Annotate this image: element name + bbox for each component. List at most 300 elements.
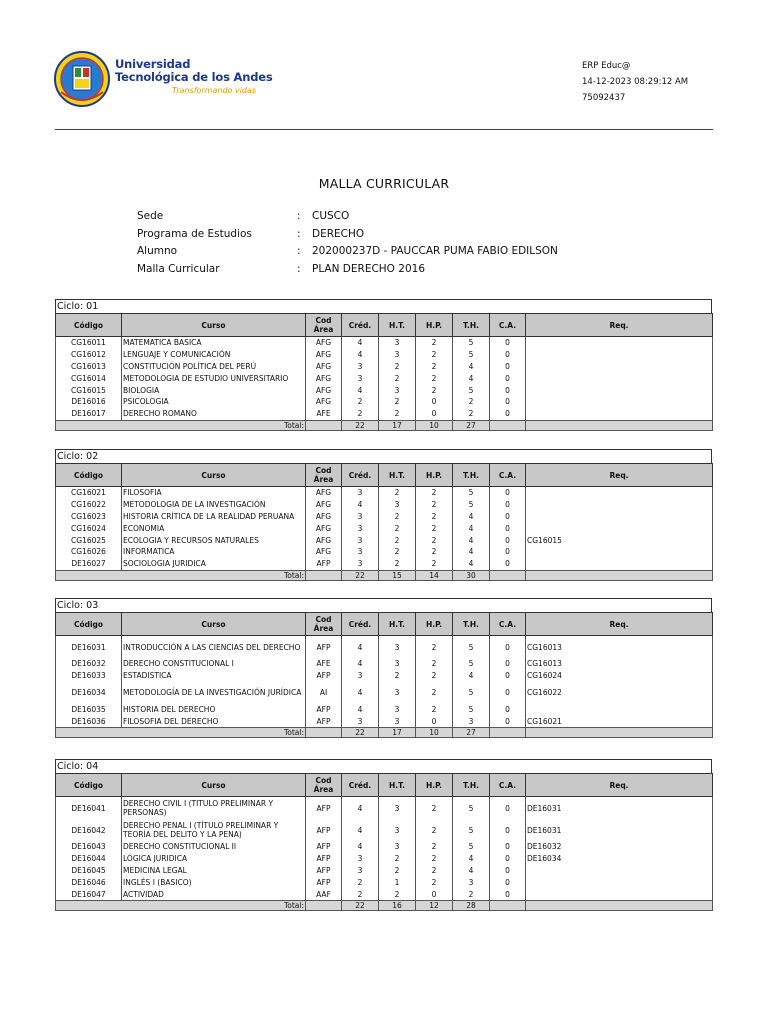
cell-curso: PSICOLOGIA xyxy=(122,396,306,408)
total-ca-blank xyxy=(490,570,526,580)
cell-ca: 0 xyxy=(490,361,526,373)
cell-th: 4 xyxy=(453,558,490,570)
cell-th: 5 xyxy=(453,704,490,716)
cell-th: 5 xyxy=(453,658,490,670)
cell-cred: 4 xyxy=(342,337,379,349)
cell-ca: 0 xyxy=(490,558,526,570)
cell-cred: 4 xyxy=(342,797,379,820)
cell-req: CG16015 xyxy=(526,534,713,546)
info-colon: : xyxy=(297,245,301,258)
total-ht: 16 xyxy=(379,900,416,910)
cell-ca: 0 xyxy=(490,865,526,877)
cell-req xyxy=(526,865,713,877)
cell-curso: ECONOMIA xyxy=(122,522,306,534)
cell-area: AFP xyxy=(306,636,342,659)
course-table xyxy=(55,313,713,431)
column-header-ht: H.T. xyxy=(379,314,416,337)
column-header-cred: Créd. xyxy=(342,464,379,487)
column-header-req: Req. xyxy=(526,613,713,636)
cell-ca: 0 xyxy=(490,876,526,888)
info-label: Malla Curricular xyxy=(137,262,220,275)
cell-hp: 2 xyxy=(416,865,453,877)
cell-ht: 3 xyxy=(379,682,416,704)
table-row xyxy=(56,636,713,659)
cell-ht: 3 xyxy=(379,797,416,820)
cell-ca: 0 xyxy=(490,372,526,384)
cell-hp: 2 xyxy=(416,534,453,546)
cell-area: AI xyxy=(306,682,342,704)
cell-hp: 2 xyxy=(416,853,453,865)
cell-req xyxy=(526,396,713,408)
cell-req xyxy=(526,522,713,534)
cell-req xyxy=(526,704,713,716)
cell-th: 4 xyxy=(453,511,490,523)
cell-curso: LENGUAJE Y COMUNICACIÓN xyxy=(122,349,306,361)
cell-th: 5 xyxy=(453,499,490,511)
cell-curso: DERECHO PENAL I (TÍTULO PRELIMINAR Y TEORÍA DEL DELITO Y LA PENA) xyxy=(122,819,306,841)
cell-req xyxy=(526,349,713,361)
table-row xyxy=(56,349,713,361)
total-cred: 22 xyxy=(342,900,379,910)
table-row xyxy=(56,546,713,558)
total-ht: 17 xyxy=(379,420,416,430)
cell-codigo: DE16042 xyxy=(56,819,122,841)
cell-req xyxy=(526,487,713,499)
cell-codigo: DE16027 xyxy=(56,558,122,570)
cell-th: 2 xyxy=(453,888,490,900)
cell-ht: 2 xyxy=(379,558,416,570)
cell-area: AFG xyxy=(306,511,342,523)
column-header-curso: Curso xyxy=(122,774,306,797)
total-label: Total: xyxy=(56,728,306,738)
cell-ht: 3 xyxy=(379,715,416,727)
cell-curso: SOCIOLOGIA JURIDICA xyxy=(122,558,306,570)
total-row xyxy=(56,728,713,738)
cell-cred: 3 xyxy=(342,853,379,865)
cell-ht: 3 xyxy=(379,658,416,670)
total-ca-blank xyxy=(490,420,526,430)
cell-hp: 2 xyxy=(416,658,453,670)
cell-cred: 4 xyxy=(342,841,379,853)
cell-area: AFG xyxy=(306,372,342,384)
cell-curso: ESTADISTICA xyxy=(122,670,306,682)
cell-ca: 0 xyxy=(490,511,526,523)
cell-req xyxy=(526,337,713,349)
table-row xyxy=(56,558,713,570)
cell-codigo: CG16013 xyxy=(56,361,122,373)
cell-curso: DERECHO CONSTITUCIONAL II xyxy=(122,841,306,853)
cell-codigo: DE16036 xyxy=(56,715,122,727)
cell-area: AFG xyxy=(306,522,342,534)
cell-area: AFP xyxy=(306,819,342,841)
cell-hp: 2 xyxy=(416,337,453,349)
cell-th: 5 xyxy=(453,819,490,841)
cell-ca: 0 xyxy=(490,522,526,534)
info-value: DERECHO xyxy=(312,227,365,240)
table-row xyxy=(56,337,713,349)
table-row xyxy=(56,715,713,727)
column-header-ht: H.T. xyxy=(379,774,416,797)
cell-codigo: CG16022 xyxy=(56,499,122,511)
cell-hp: 2 xyxy=(416,682,453,704)
column-header-hp: H.P. xyxy=(416,774,453,797)
cell-req: DE16032 xyxy=(526,841,713,853)
column-header-codigo: Código xyxy=(56,774,122,797)
cell-hp: 2 xyxy=(416,704,453,716)
cell-ca: 0 xyxy=(490,546,526,558)
cell-th: 4 xyxy=(453,853,490,865)
total-req-blank xyxy=(526,900,713,910)
cell-req xyxy=(526,361,713,373)
cell-hp: 2 xyxy=(416,546,453,558)
total-hp: 12 xyxy=(416,900,453,910)
cell-th: 5 xyxy=(453,841,490,853)
cell-cred: 4 xyxy=(342,349,379,361)
cell-area: AFG xyxy=(306,349,342,361)
cell-ca: 0 xyxy=(490,384,526,396)
cell-area: AFG xyxy=(306,534,342,546)
cell-req: CG16022 xyxy=(526,682,713,704)
column-header-hp: H.P. xyxy=(416,464,453,487)
cell-area: AFP xyxy=(306,558,342,570)
total-req-blank xyxy=(526,728,713,738)
column-header-curso: Curso xyxy=(122,464,306,487)
cycle-section xyxy=(55,759,712,911)
info-value: CUSCO xyxy=(312,210,350,222)
info-value: 202000237D - PAUCCAR PUMA FABIO EDILSON xyxy=(312,245,558,258)
cell-area: AFG xyxy=(306,487,342,499)
cell-curso: CONSTITUCIÓN POLÍTICA DEL PERÚ xyxy=(122,361,306,373)
cell-hp: 0 xyxy=(416,715,453,727)
cell-codigo: DE16031 xyxy=(56,636,122,659)
cell-ca: 0 xyxy=(490,888,526,900)
cell-curso: FILOSOFIA xyxy=(122,487,306,499)
system-name: ERP Educ@ xyxy=(582,61,631,71)
cell-req xyxy=(526,558,713,570)
cell-area: AFP xyxy=(306,865,342,877)
cell-req: DE16031 xyxy=(526,797,713,820)
cycle-section xyxy=(55,449,712,581)
cell-ca: 0 xyxy=(490,349,526,361)
column-header-area: Cod Área xyxy=(306,774,342,797)
cell-codigo: CG16021 xyxy=(56,487,122,499)
cell-req xyxy=(526,384,713,396)
total-ht: 17 xyxy=(379,728,416,738)
cell-ht: 1 xyxy=(379,876,416,888)
cell-curso: MEDICINA LEGAL xyxy=(122,865,306,877)
cell-area: AFP xyxy=(306,876,342,888)
cell-hp: 2 xyxy=(416,558,453,570)
cell-cred: 2 xyxy=(342,888,379,900)
column-header-th: T.H. xyxy=(453,464,490,487)
cell-ca: 0 xyxy=(490,682,526,704)
table-row xyxy=(56,865,713,877)
column-header-cred: Créd. xyxy=(342,314,379,337)
cell-ht: 2 xyxy=(379,546,416,558)
cell-th: 4 xyxy=(453,670,490,682)
cell-cred: 2 xyxy=(342,876,379,888)
column-header-th: T.H. xyxy=(453,314,490,337)
cell-th: 3 xyxy=(453,715,490,727)
cell-hp: 0 xyxy=(416,408,453,420)
cell-curso: FILOSOFIA DEL DERECHO xyxy=(122,715,306,727)
cell-cred: 4 xyxy=(342,499,379,511)
total-ht: 15 xyxy=(379,570,416,580)
cell-ca: 0 xyxy=(490,670,526,682)
cell-ht: 3 xyxy=(379,819,416,841)
table-row xyxy=(56,499,713,511)
cell-ht: 2 xyxy=(379,888,416,900)
total-hp: 10 xyxy=(416,728,453,738)
cell-cred: 3 xyxy=(342,546,379,558)
table-row xyxy=(56,487,713,499)
cell-th: 2 xyxy=(453,408,490,420)
cell-ca: 0 xyxy=(490,534,526,546)
cell-req: CG16024 xyxy=(526,670,713,682)
cell-cred: 2 xyxy=(342,396,379,408)
cell-curso: INGLÉS I (BASICO) xyxy=(122,876,306,888)
cell-hp: 2 xyxy=(416,361,453,373)
info-colon: : xyxy=(297,262,301,275)
cell-curso: DERECHO ROMANO xyxy=(122,408,306,420)
column-header-codigo: Código xyxy=(56,613,122,636)
cell-curso: HISTORIA CRÍTICA DE LA REALIDAD PERUANA xyxy=(122,511,306,523)
cell-th: 5 xyxy=(453,682,490,704)
cell-req xyxy=(526,888,713,900)
cell-curso: DERECHO CIVIL I (TITULO PRELIMINAR Y PERSONAS) xyxy=(122,797,306,820)
cell-cred: 3 xyxy=(342,558,379,570)
cell-codigo: CG16026 xyxy=(56,546,122,558)
cell-cred: 4 xyxy=(342,658,379,670)
cell-ca: 0 xyxy=(490,797,526,820)
cell-cred: 3 xyxy=(342,865,379,877)
cell-ca: 0 xyxy=(490,819,526,841)
total-label: Total: xyxy=(56,900,306,910)
cell-hp: 2 xyxy=(416,522,453,534)
cell-codigo: CG16014 xyxy=(56,372,122,384)
cell-ca: 0 xyxy=(490,704,526,716)
cell-ht: 3 xyxy=(379,337,416,349)
cell-area: AFP xyxy=(306,704,342,716)
cell-hp: 2 xyxy=(416,511,453,523)
cell-codigo: DE16033 xyxy=(56,670,122,682)
cell-codigo: DE16035 xyxy=(56,704,122,716)
cell-th: 4 xyxy=(453,534,490,546)
cell-curso: METODOLOGÍA DE LA INVESTIGACIÓN JURÍDICA xyxy=(122,682,306,704)
cell-hp: 2 xyxy=(416,384,453,396)
table-row xyxy=(56,853,713,865)
cell-th: 4 xyxy=(453,372,490,384)
column-header-cred: Créd. xyxy=(342,613,379,636)
table-row xyxy=(56,408,713,420)
cycle-section xyxy=(55,299,712,431)
header-divider xyxy=(55,129,713,130)
cell-hp: 2 xyxy=(416,670,453,682)
cell-area: AFP xyxy=(306,853,342,865)
column-header-ca: C.A. xyxy=(490,774,526,797)
column-header-area: Cod Área xyxy=(306,613,342,636)
cell-hp: 0 xyxy=(416,888,453,900)
brand-tagline: Transformando vidas xyxy=(172,86,257,95)
cell-codigo: DE16041 xyxy=(56,797,122,820)
total-th: 28 xyxy=(453,900,490,910)
total-th: 27 xyxy=(453,420,490,430)
table-row xyxy=(56,534,713,546)
cell-ca: 0 xyxy=(490,499,526,511)
cell-codigo: DE16044 xyxy=(56,853,122,865)
total-cred: 22 xyxy=(342,420,379,430)
cell-th: 5 xyxy=(453,349,490,361)
cell-codigo: DE16034 xyxy=(56,682,122,704)
info-label: Programa de Estudios xyxy=(137,227,252,240)
cell-curso: MATEMATICA BASICA xyxy=(122,337,306,349)
cell-hp: 2 xyxy=(416,349,453,361)
cell-th: 4 xyxy=(453,546,490,558)
cell-ht: 2 xyxy=(379,670,416,682)
total-ca-blank xyxy=(490,900,526,910)
page-header xyxy=(0,0,768,132)
cell-area: AFE xyxy=(306,408,342,420)
column-header-ca: C.A. xyxy=(490,314,526,337)
report-code: 75092437 xyxy=(582,93,626,103)
cell-hp: 2 xyxy=(416,372,453,384)
total-row xyxy=(56,420,713,430)
cell-ht: 2 xyxy=(379,522,416,534)
cell-cred: 3 xyxy=(342,715,379,727)
info-colon: : xyxy=(297,227,301,240)
cell-ht: 2 xyxy=(379,372,416,384)
table-row xyxy=(56,372,713,384)
column-header-area: Cod Área xyxy=(306,464,342,487)
column-header-req: Req. xyxy=(526,464,713,487)
cell-codigo: DE16017 xyxy=(56,408,122,420)
column-header-th: T.H. xyxy=(453,774,490,797)
cell-req xyxy=(526,546,713,558)
table-row xyxy=(56,396,713,408)
cell-th: 4 xyxy=(453,865,490,877)
brand-name-line2: Tecnológica de los Andes xyxy=(115,70,273,84)
total-ca-blank xyxy=(490,728,526,738)
cell-ht: 3 xyxy=(379,636,416,659)
total-area-blank xyxy=(306,900,342,910)
cycle-title: Ciclo: 01 xyxy=(55,299,712,313)
table-row xyxy=(56,876,713,888)
cell-curso: LÓGICA JURIDICA xyxy=(122,853,306,865)
column-header-codigo: Código xyxy=(56,314,122,337)
cell-ca: 0 xyxy=(490,658,526,670)
cell-cred: 4 xyxy=(342,384,379,396)
cell-ht: 3 xyxy=(379,349,416,361)
cell-th: 5 xyxy=(453,797,490,820)
cell-area: AFE xyxy=(306,658,342,670)
cell-cred: 4 xyxy=(342,636,379,659)
cell-hp: 2 xyxy=(416,876,453,888)
cycle-title: Ciclo: 03 xyxy=(55,598,712,612)
total-hp: 10 xyxy=(416,420,453,430)
total-req-blank xyxy=(526,420,713,430)
cell-area: AAF xyxy=(306,888,342,900)
cell-ht: 2 xyxy=(379,865,416,877)
cell-cred: 4 xyxy=(342,704,379,716)
cell-cred: 3 xyxy=(342,670,379,682)
cell-th: 5 xyxy=(453,636,490,659)
column-header-codigo: Código xyxy=(56,464,122,487)
column-header-ht: H.T. xyxy=(379,613,416,636)
cell-curso: METODOLOGIA DE ESTUDIO UNIVERSITARIO xyxy=(122,372,306,384)
table-row xyxy=(56,361,713,373)
cell-th: 2 xyxy=(453,396,490,408)
cell-hp: 2 xyxy=(416,797,453,820)
cell-ca: 0 xyxy=(490,636,526,659)
cell-area: AFP xyxy=(306,715,342,727)
cell-curso: INFORMATICA xyxy=(122,546,306,558)
cell-ht: 3 xyxy=(379,384,416,396)
table-row xyxy=(56,511,713,523)
cell-cred: 3 xyxy=(342,511,379,523)
info-label: Sede xyxy=(137,210,164,222)
cell-req xyxy=(526,511,713,523)
cell-req: CG16013 xyxy=(526,658,713,670)
cell-ht: 2 xyxy=(379,853,416,865)
total-row xyxy=(56,900,713,910)
cell-req: CG16021 xyxy=(526,715,713,727)
total-hp: 14 xyxy=(416,570,453,580)
cell-cred: 3 xyxy=(342,372,379,384)
course-table xyxy=(55,773,713,911)
total-area-blank xyxy=(306,728,342,738)
cell-area: AFG xyxy=(306,499,342,511)
total-label: Total: xyxy=(56,420,306,430)
cell-ht: 3 xyxy=(379,704,416,716)
table-row xyxy=(56,682,713,704)
cell-ca: 0 xyxy=(490,487,526,499)
table-row xyxy=(56,658,713,670)
column-header-ht: H.T. xyxy=(379,464,416,487)
info-value: PLAN DERECHO 2016 xyxy=(312,262,425,275)
total-row xyxy=(56,570,713,580)
cell-area: AFG xyxy=(306,546,342,558)
column-header-curso: Curso xyxy=(122,613,306,636)
report-datetime: 14-12-2023 08:29:12 AM xyxy=(582,77,689,87)
cell-codigo: CG16023 xyxy=(56,511,122,523)
university-seal-logo xyxy=(53,48,111,110)
column-header-hp: H.P. xyxy=(416,314,453,337)
cell-th: 5 xyxy=(453,384,490,396)
cycle-title: Ciclo: 04 xyxy=(55,759,712,773)
cell-cred: 3 xyxy=(342,487,379,499)
cell-req xyxy=(526,372,713,384)
table-row xyxy=(56,819,713,841)
cycle-section xyxy=(55,598,712,738)
cell-hp: 0 xyxy=(416,396,453,408)
cell-codigo: DE16047 xyxy=(56,888,122,900)
total-cred: 22 xyxy=(342,570,379,580)
cell-curso: INTRODUCCIÓN A LAS CIENCIAS DEL DERECHO xyxy=(122,636,306,659)
cell-codigo: DE16043 xyxy=(56,841,122,853)
cell-codigo: DE16016 xyxy=(56,396,122,408)
cell-ht: 2 xyxy=(379,396,416,408)
cell-th: 4 xyxy=(453,361,490,373)
table-row xyxy=(56,384,713,396)
cell-curso: BIOLOGIA xyxy=(122,384,306,396)
course-table xyxy=(55,463,713,581)
cell-codigo: CG16011 xyxy=(56,337,122,349)
column-header-ca: C.A. xyxy=(490,464,526,487)
info-label: Alumno xyxy=(137,245,178,258)
cell-req xyxy=(526,876,713,888)
column-header-curso: Curso xyxy=(122,314,306,337)
cell-cred: 3 xyxy=(342,522,379,534)
